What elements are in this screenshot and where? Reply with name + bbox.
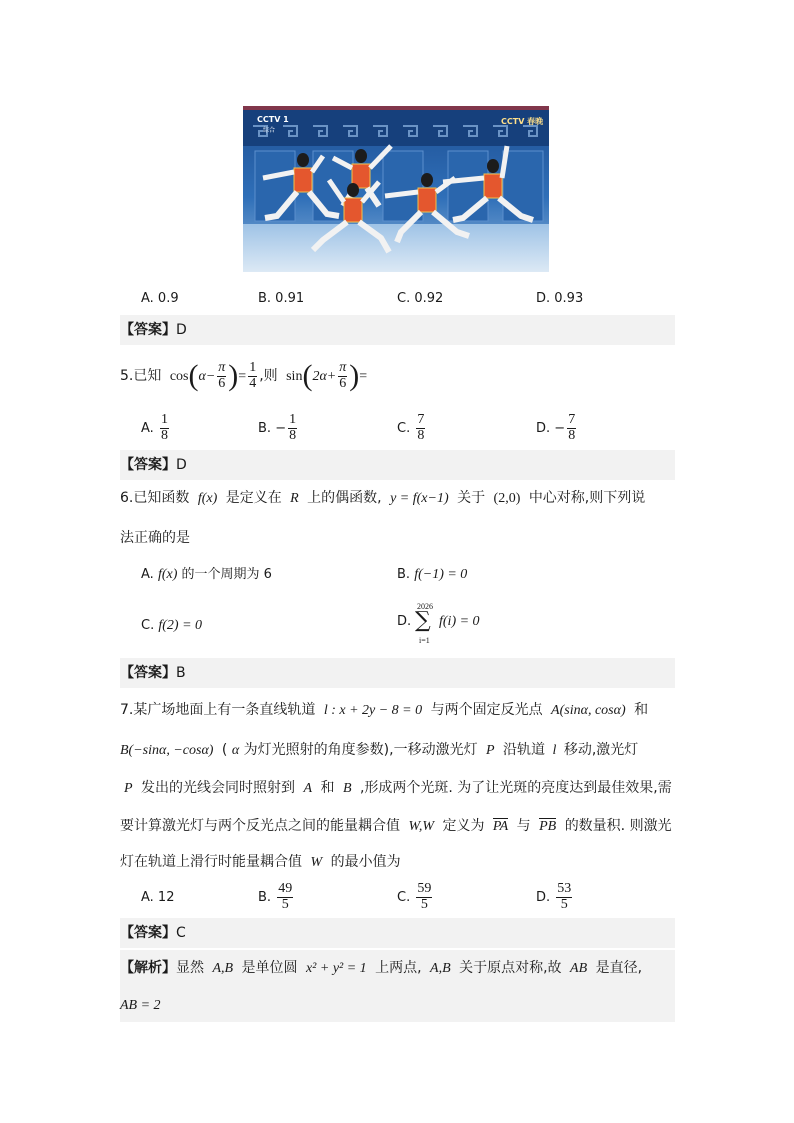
q6-stem-line2: 法正确的是 (120, 530, 190, 546)
q4-answer-bar (120, 315, 675, 345)
q5-answer-bar: 【答案】D (120, 450, 675, 480)
q5-cos-arg: α− (198, 369, 216, 384)
channel-logo-left: CCTV 1 (257, 115, 289, 124)
robot-dance-image (243, 106, 549, 272)
q5-stem: 5.已知 cos(α− $\frac{\pi}{6}$ )= $\frac{1}{4}$ ,则 sin(2α+ $\frac{\pi}{6}$ )= (120, 359, 368, 392)
q7-stem-line5: 灯在轨道上滑行时能量耦合值 W 的最小值为 (120, 854, 401, 870)
analysis-label: 【解析】 (120, 960, 176, 976)
q6-stem-line1: 6.已知函数 f(x) 是定义在 R 上的偶函数, y = f(x−1) 关于 (2,0) 中心对称,则下列说 (120, 490, 646, 506)
channel-logo-right: CCTV 春晚 (501, 117, 544, 126)
q7-stem-line2: B(−sinα, −cosα) ( α 为灯光照射的角度参数),一移动激光灯 P 沿轨道 l 移动,激光灯 (120, 742, 639, 758)
q5-option-a: A. $\frac{1}{8}$ (141, 412, 168, 443)
q5-mid: ,则 (259, 368, 278, 384)
q4-option-d: D. 0.93 (536, 291, 584, 306)
q7-stem-line4: 要计算激光灯与两个反光点之间的能量耦合值 W,W 定义为 PA 与 PB 的数量积. 则激光 (120, 818, 672, 834)
q7-analysis-line2: AB = 2 (120, 998, 161, 1013)
q5-sin-arg: 2α+ (312, 369, 337, 384)
q5-pi-over-6-b: $\frac{\pi}{6}$ (339, 359, 347, 391)
q7-stem-line1: 7.某广场地面上有一条直线轨道 l : x + 2y − 8 = 0 与两个固定反光点 A(sinα, cosα) 和 (120, 702, 649, 718)
q5-prefix: 5.已知 (120, 368, 162, 384)
q7-answer: C (176, 925, 186, 941)
q5-one-quarter: $\frac{1}{4}$ (249, 359, 257, 391)
q4-option-c: C. 0.92 (397, 291, 444, 306)
q7-stem-line3: P 发出的光线会同时照射到 A 和 B ,形成两个光斑. 为了让光斑的亮度达到最佳效果,需 (124, 780, 672, 796)
q5-option-d: D. − $\frac{7}{8}$ (536, 412, 576, 443)
q7-option-b: B. $\frac{49}{5}$ (258, 881, 293, 912)
q7-option-a: A. 12 (141, 890, 175, 905)
vector-pb: PB (539, 819, 557, 834)
q7-option-c: C. $\frac{59}{5}$ (397, 881, 432, 912)
q4-option-a: A. 0.9 (141, 291, 179, 306)
q5-pi-over-6-a: $\frac{\pi}{6}$ (218, 359, 226, 391)
q6-answer: B (176, 665, 186, 681)
q4-option-b: B. 0.91 (258, 291, 305, 306)
sum-symbol: ∑ (415, 608, 431, 633)
stage-photo (243, 106, 549, 272)
q7-option-d: D. $\frac{53}{5}$ (536, 881, 572, 912)
q6-option-a: A. f(x) 的一个周期为 6 (141, 567, 272, 582)
q7-answer-bar: 【答案】C (120, 918, 675, 948)
q5-option-b: B. − $\frac{1}{8}$ (258, 412, 297, 443)
sum-lower: i=1 (419, 636, 430, 645)
q5-option-c: C. $\frac{7}{8}$ (397, 412, 425, 443)
sum-upper: 2026 (417, 602, 433, 611)
q6-option-b: B. f(−1) = 0 (397, 567, 468, 582)
q7-analysis-line1: 【解析】显然 A,B 是单位圆 x² + y² = 1 上两点, A,B 关于原点对称,故 AB 是直径, (120, 960, 643, 976)
q4-answer: D (176, 322, 187, 338)
q7-analysis-block (120, 950, 675, 1022)
channel-logo-sub: 综合 (263, 127, 276, 134)
q5-answer: D (176, 457, 187, 473)
q6-answer-bar: 【答案】B (120, 658, 675, 688)
answer-label: 【答案】 (120, 322, 176, 338)
q6-option-c: C. f(2) = 0 (141, 618, 203, 633)
vector-pa: PA (492, 819, 509, 834)
